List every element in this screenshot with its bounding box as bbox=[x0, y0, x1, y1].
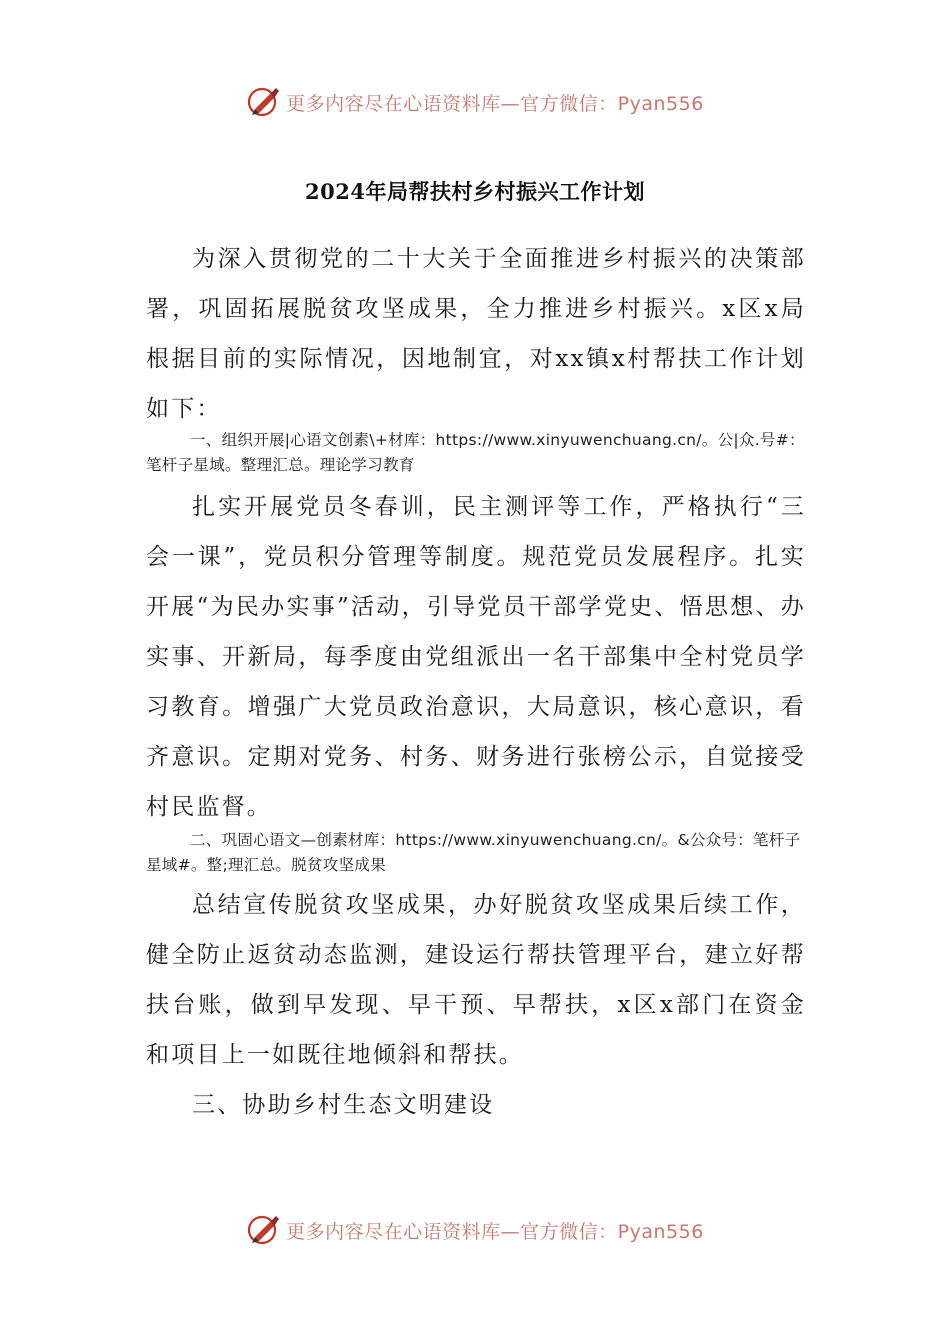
pen-logo-icon bbox=[246, 1212, 282, 1248]
intro-paragraph: 为深入贯彻党的二十大关于全面推进乡村振兴的决策部署，巩固拓展脱贫攻坚成果，全力推进乡村振兴。x区x局根据目前的实际情况，因地制宜，对xx镇x村帮扶工作计划如下： bbox=[146, 246, 806, 422]
section-two-heading: 二、巩固心语文—创素材库：https://www.xinyuwenchuang.cn/。&公众号：笔杆子星域#。整;理汇总。脱贫攻坚成果 bbox=[146, 831, 801, 874]
watermark-text: 更多内容尽在心语资料库—官方微信：Pyan556 bbox=[286, 92, 704, 115]
watermark-text: 更多内容尽在心语资料库—官方微信：Pyan556 bbox=[286, 1220, 704, 1243]
footer-watermark-banner bbox=[0, 1210, 950, 1250]
section-three-heading: 三、协助乡村生态文明建设 bbox=[192, 1092, 495, 1118]
section-one-heading: 一、组织开展|心语文创素\+材库：https://www.xinyuwenchuang.cn/。公|众.号#：笔杆子星域。整理汇总。理论学习教育 bbox=[146, 431, 805, 474]
section-two-paragraph: 总结宣传脱贫攻坚成果，办好脱贫攻坚成果后续工作，健全防止返贫动态监测，建设运行帮扶管理平台，建立好帮扶台账，做到早发现、早干预、早帮扶，x区x部门在资金和项目上一如既往地倾斜和帮扶。 bbox=[146, 892, 806, 1068]
header-watermark-banner bbox=[0, 82, 950, 122]
section-one-paragraph: 扎实开展党员冬春训，民主测评等工作，严格执行“三会一课”，党员积分管理等制度。规范党员发展程序。扎实开展“为民办实事”活动，引导党员干部学党史、悟思想、办实事、开新局，每季度由党组派出一名干部集中全村党员学习教育。增强广大党员政治意识，大局意识，核心意识，看齐意识。定期对党务、村务、财务进行张榜公示，自觉接受村民监督。 bbox=[146, 494, 806, 820]
document-title: 2024年局帮扶村乡村振兴工作计划 bbox=[305, 179, 645, 204]
pen-logo-icon bbox=[246, 84, 282, 120]
